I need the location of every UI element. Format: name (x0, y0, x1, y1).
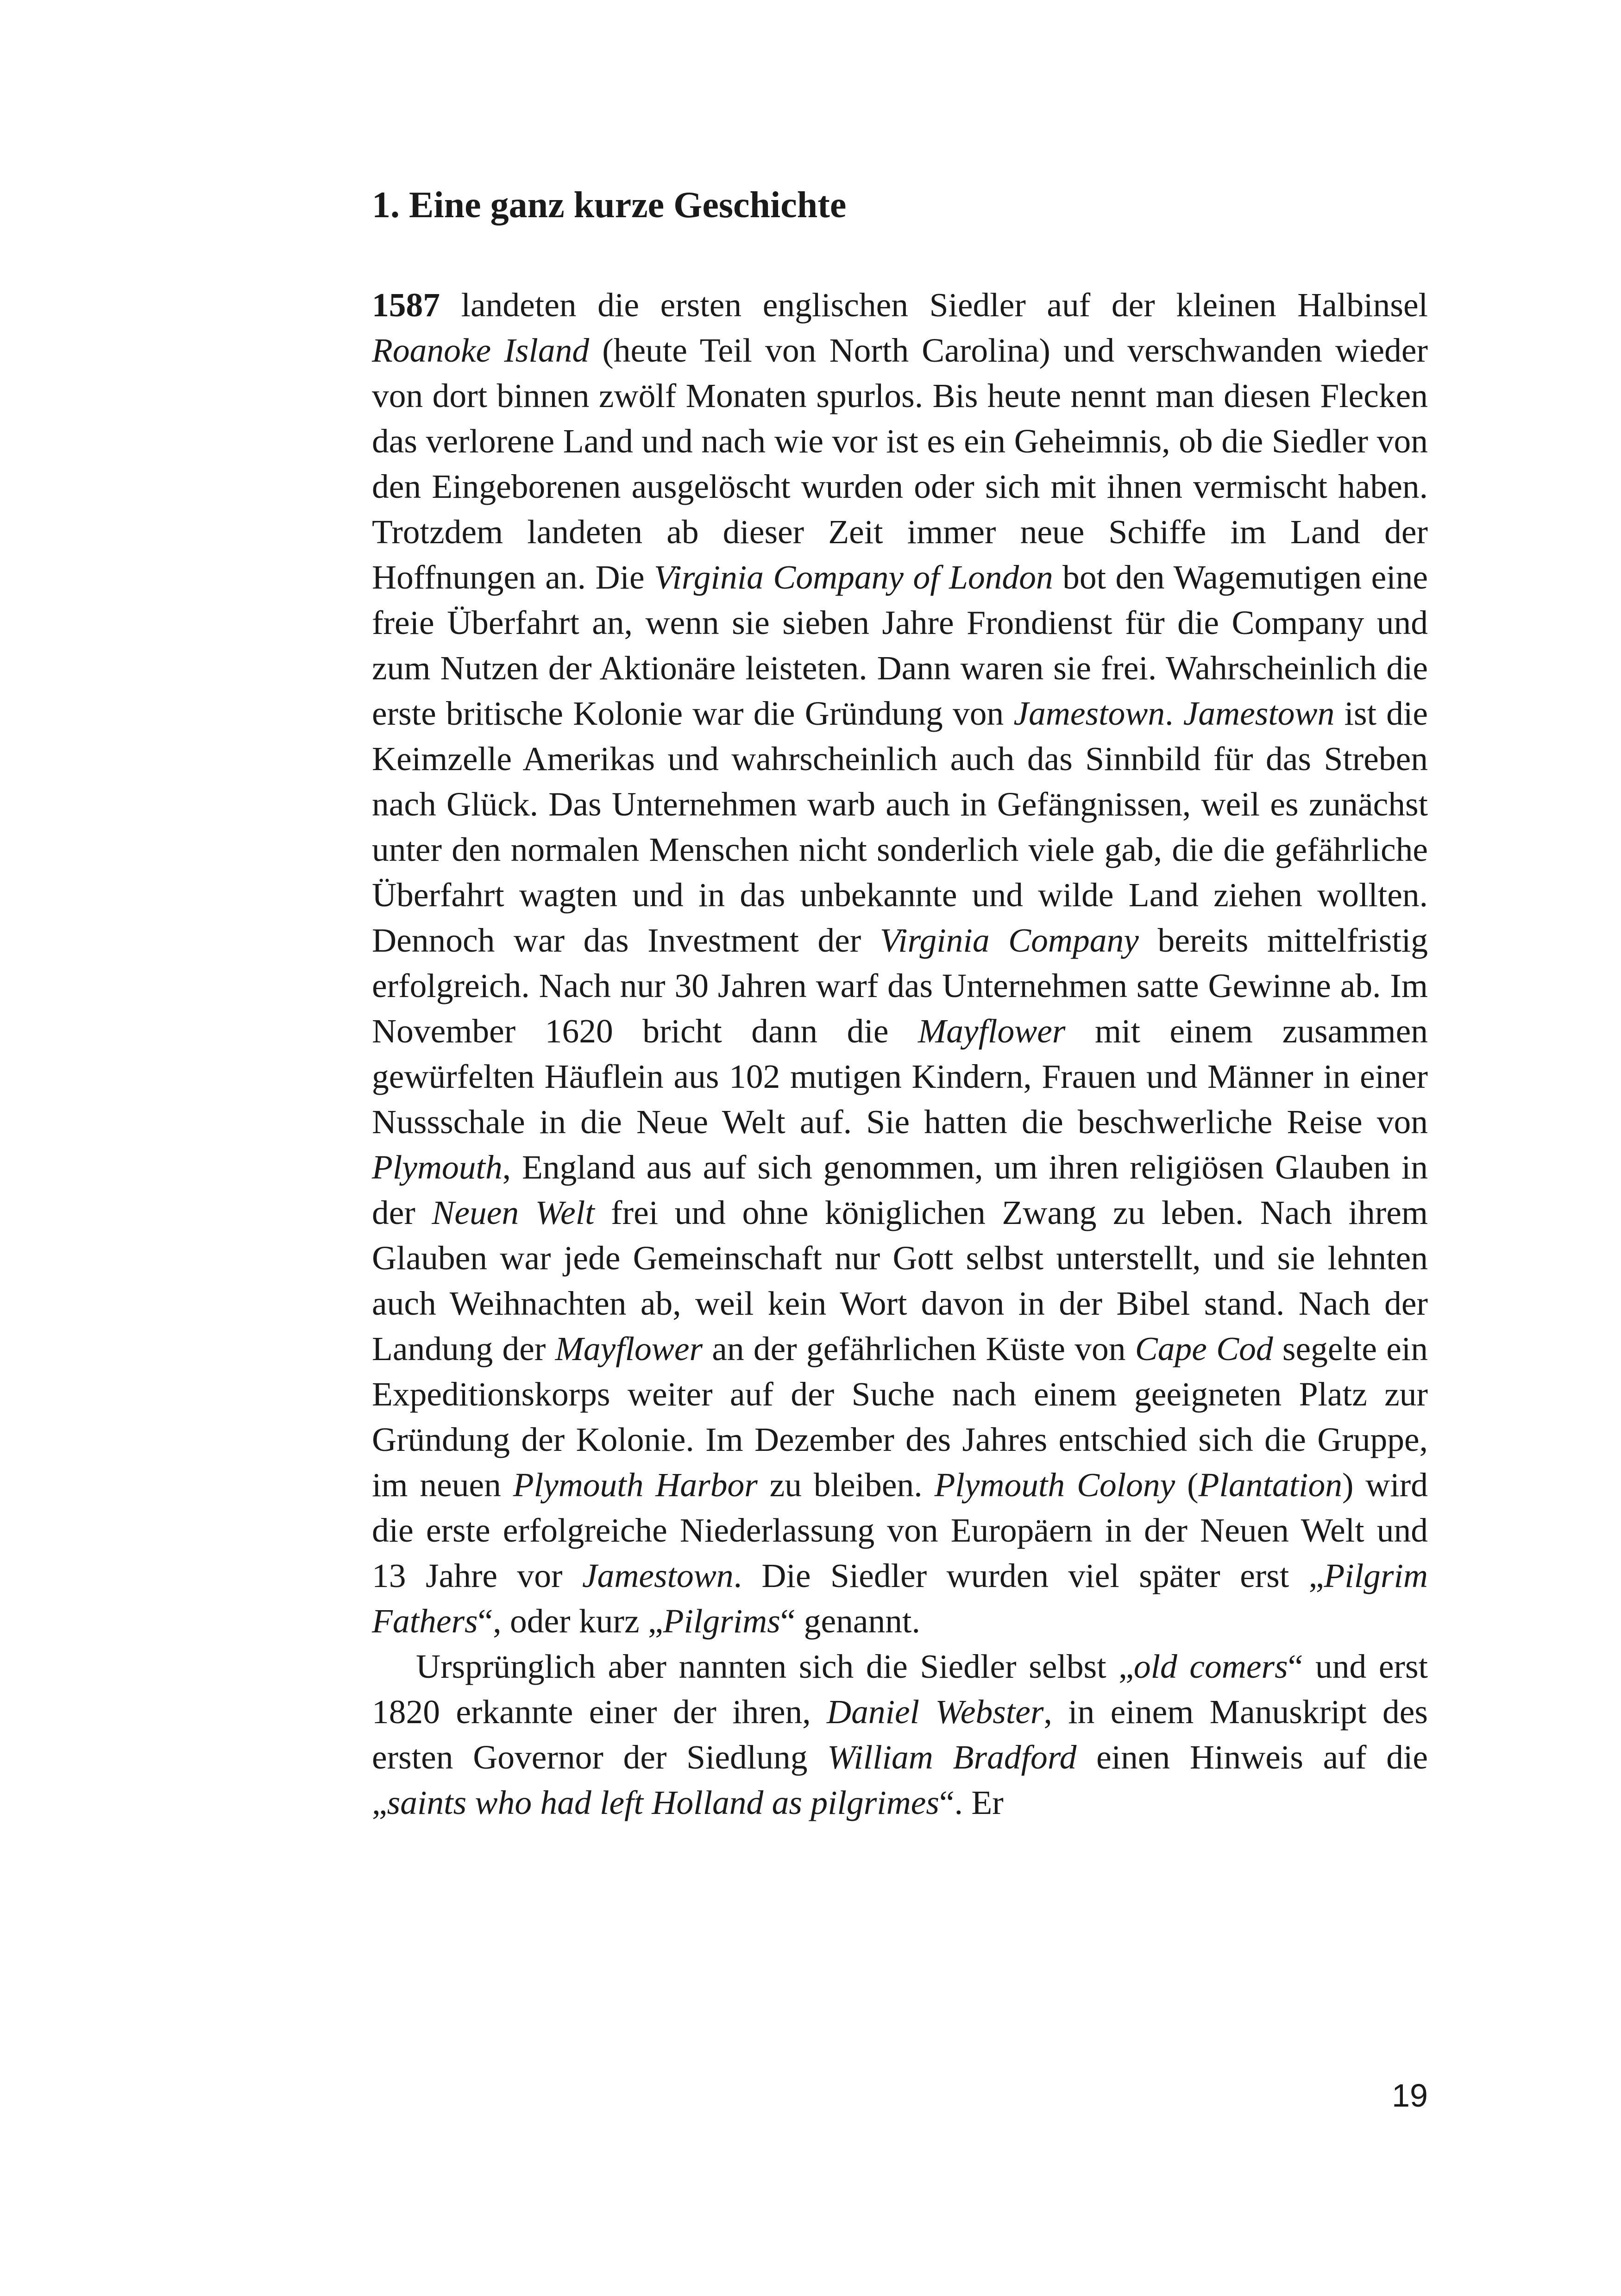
text-run: “, oder kurz „ (478, 1602, 663, 1640)
italic-run: William Bradford (827, 1738, 1077, 1776)
book-page (372, 0, 1428, 2296)
italic-run: Virginia Company of London (654, 558, 1053, 596)
italic-run: Plantation (1198, 1466, 1342, 1504)
text-run: “ genannt. (780, 1602, 920, 1640)
text-run: ist die Keimzelle Amerikas und wahrscheinlich auch das Sinnbild für das Streben nach Glück. Das Unternehmen warb auch in Gefängnissen, weil es zunächst unter den normalen Menschen nicht sonderlich viele gab, die die gefährliche Überfahrt wagten und in das unbekannte und wilde Land ziehen wollten. Dennoch war das Investment der (372, 695, 1428, 959)
text-run: , in einem Manuskript des ersten Governor der Siedlung (372, 1693, 1428, 1776)
text-run: (heute Teil von North Carolina) und verschwanden wieder von dort binnen zwölf Monaten spurlos. Bis heute nennt man diesen Flecken das verlorene Land und nach wie vor ist es ein Geheimnis, ob die Siedler von den Eingeborenen ausgelöscht wurden oder sich mit ihnen vermischt haben. Trotzdem landeten ab dieser Zeit immer neue Schiffe im Land der Hoffnungen an. Die (372, 332, 1428, 596)
italic-run: Jamestown (582, 1557, 734, 1594)
text-run: segelte ein Expeditionskorps weiter auf der Suche nach einem geeigneten Platz zur Gründung der Kolonie. Im Dezember des Jahres entschied sich die Gruppe, im neuen (372, 1330, 1428, 1504)
italic-run: Virginia Company (880, 922, 1139, 959)
text-run: ) wird die erste erfolgreiche Niederlassung von Europäern in der Neuen Welt und 13 Jahre vor (372, 1466, 1428, 1594)
text-run: frei und ohne königlichen Zwang zu leben. Nach ihrem Glauben war jede Gemeinschaft nur Gott selbst unterstellt, und sie lehnten auch Weihnachten ab, weil kein Wort davon in der Bibel stand. Nach der Landung der (372, 1194, 1428, 1368)
chapter-number: 1. (372, 185, 400, 226)
paragraph (372, 282, 1428, 1644)
text-run: . (1165, 695, 1183, 732)
chapter-heading (372, 183, 1428, 227)
text-run: einen Hinweis auf die „ (372, 1738, 1428, 1821)
text-run: , England aus auf sich genommen, um ihren religiösen Glauben in der (372, 1148, 1428, 1231)
italic-run: Cape Cod (1135, 1330, 1273, 1368)
italic-run: old comers (1133, 1648, 1288, 1685)
page-number: 19 (1392, 2077, 1428, 2114)
text-run: mit einem zusammen gewürfelten Häuflein aus 102 mutigen Kindern, Frauen und Männer in einer Nussschale in die Neue Welt auf. Sie hatten die beschwerliche Reise von (372, 1012, 1428, 1141)
italic-run: Neuen Welt (432, 1194, 595, 1231)
italic-run: Jamestown (1183, 695, 1335, 732)
text-run: Ursprünglich aber nannten sich die Siedler selbst „ (416, 1648, 1134, 1685)
italic-run: Mayflower (918, 1012, 1066, 1050)
bold-run: 1587 (372, 286, 440, 324)
text-run: ( (1175, 1466, 1199, 1504)
text-run: bereits mittelfristig erfolgreich. Nach nur 30 Jahren warf das Unternehmen satte Gewinne ab. Im November 1620 bricht dann die (372, 922, 1428, 1050)
italic-run: Mayflower (555, 1330, 703, 1368)
italic-run: Pilgrims (663, 1602, 780, 1640)
italic-run: Daniel Webster (827, 1693, 1044, 1731)
italic-run: Jamestown (1013, 695, 1165, 732)
italic-run: saints who had left Holland as pilgrimes (387, 1784, 940, 1821)
chapter-title: Eine ganz kurze Geschichte (409, 185, 847, 226)
paragraph (372, 1644, 1428, 1826)
italic-run: Roanoke Island (372, 332, 590, 369)
text-run: “ und erst 1820 erkannte einer der ihren, (372, 1648, 1428, 1731)
text-run: landeten die ersten englischen Siedler auf der kleinen Halbinsel (440, 286, 1428, 324)
body-text (372, 282, 1428, 1826)
italic-run: Plymouth (372, 1148, 503, 1186)
text-run: zu bleiben. (757, 1466, 935, 1504)
italic-run: Plymouth Colony (934, 1466, 1175, 1504)
italic-run: Pilgrim Fathers (372, 1557, 1428, 1640)
italic-run: Plymouth Harbor (513, 1466, 758, 1504)
text-run: . Die Siedler wurden viel später erst „ (733, 1557, 1324, 1594)
text-run: an der gefährlichen Küste von (703, 1330, 1135, 1368)
text-run: “. Er (939, 1784, 1004, 1821)
text-run: bot den Wagemutigen eine freie Überfahrt an, wenn sie sieben Jahre Frondienst für die Company und zum Nutzen der Aktionäre leisteten. Dann waren sie frei. Wahrscheinlich die erste britische Kolonie war die Gründung von (372, 558, 1428, 732)
